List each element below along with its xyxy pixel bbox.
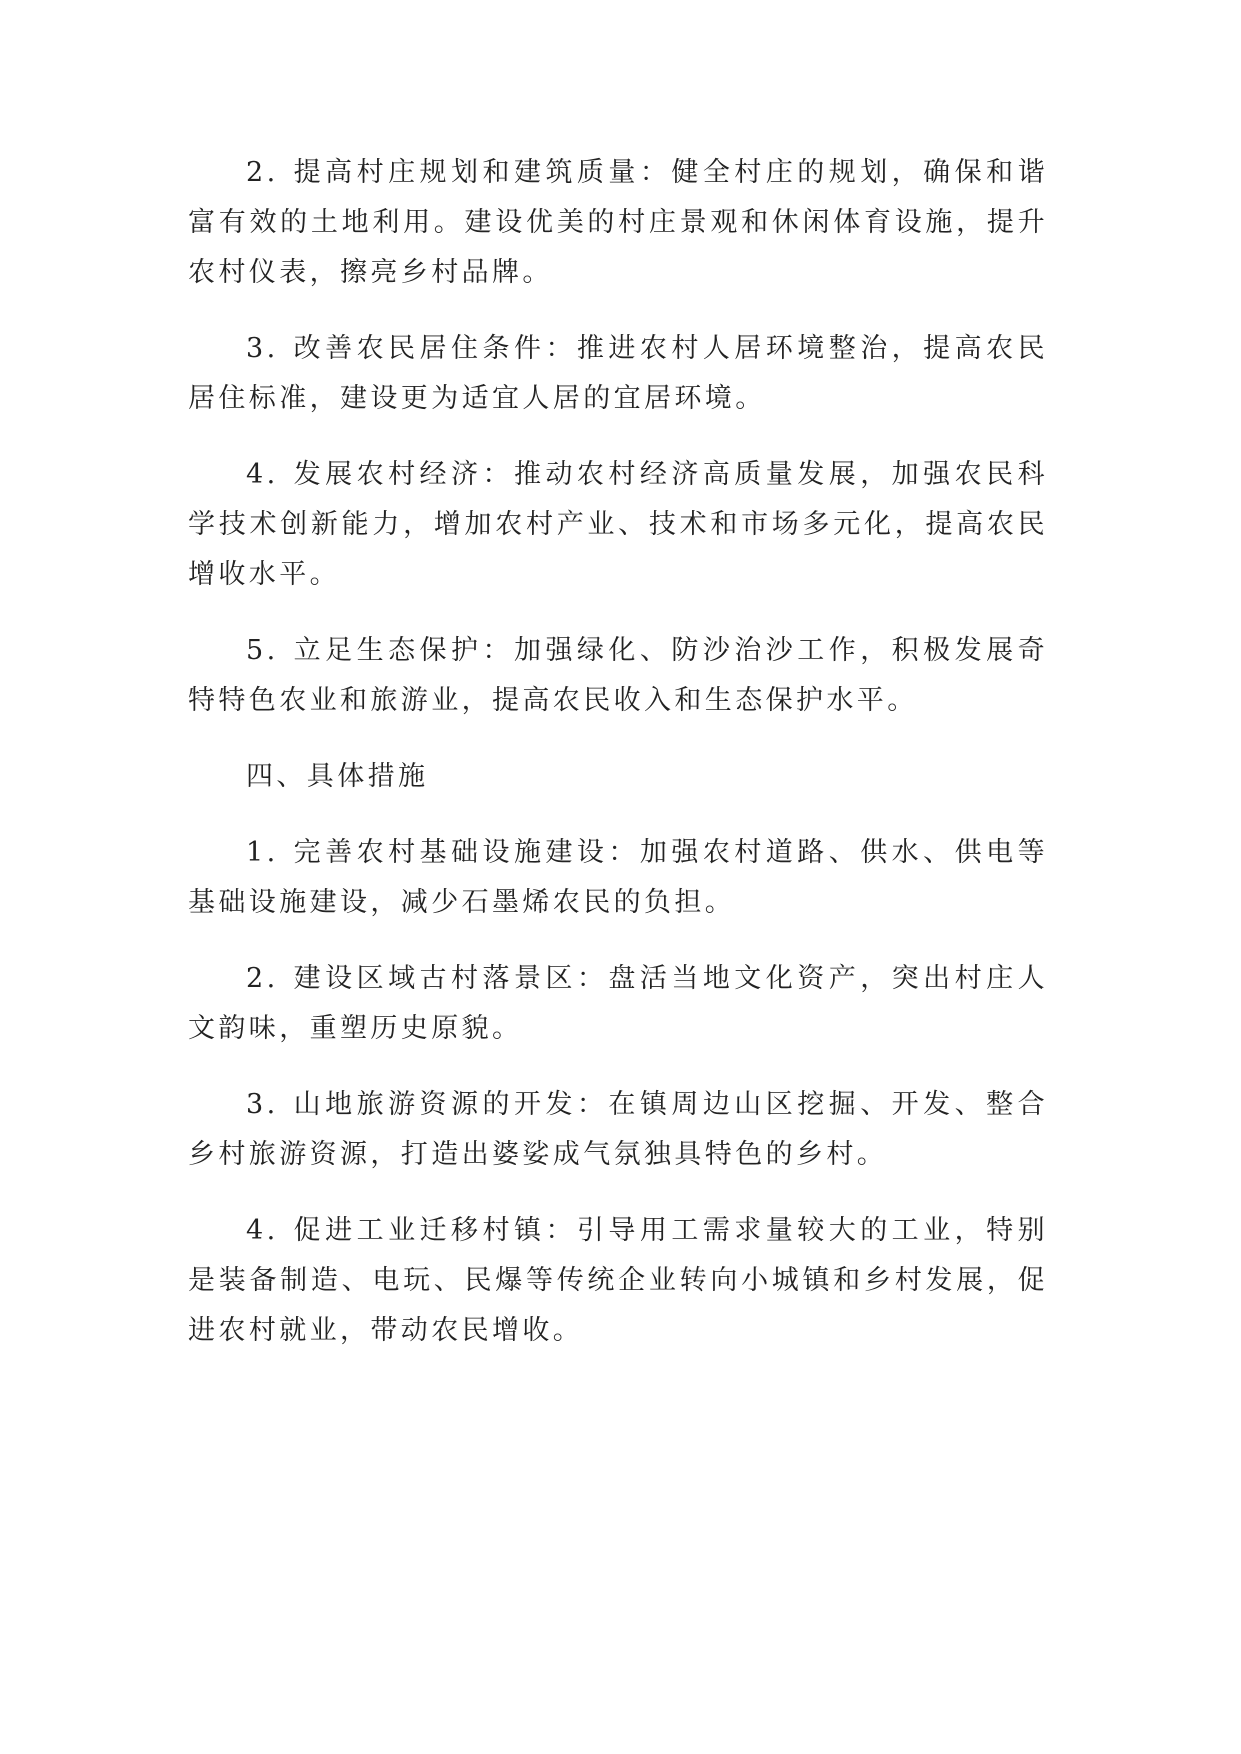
measure-item-2 bbox=[188, 954, 1048, 1054]
measure-item-3 bbox=[188, 1080, 1048, 1180]
paragraph-text: 山地旅游资源的开发：在镇周边山区挖掘、开发、整合乡村旅游资源，打造出婆娑成气氛独具特色的乡村。 bbox=[188, 1089, 1048, 1170]
paragraph-item-4 bbox=[188, 450, 1048, 600]
paragraph-text: 立足生态保护：加强绿化、防沙治沙工作，积极发展奇特特色农业和旅游业，提高农民收入和生态保护水平。 bbox=[188, 635, 1048, 716]
section-heading-text: 四、具体措施 bbox=[246, 761, 429, 792]
item-number: 2. bbox=[246, 157, 279, 188]
paragraph-text: 发展农村经济：推动农村经济高质量发展，加强农民科学技术创新能力，增加农村产业、技术和市场多元化，提高农民增收水平。 bbox=[188, 459, 1048, 590]
document-body bbox=[188, 148, 1048, 1382]
item-number: 4. bbox=[246, 1215, 279, 1246]
paragraph-text: 建设区域古村落景区：盘活当地文化资产，突出村庄人文韵味，重塑历史原貌。 bbox=[188, 963, 1048, 1044]
item-number: 3. bbox=[246, 1089, 279, 1120]
item-number: 4. bbox=[246, 459, 279, 490]
paragraph-item-5 bbox=[188, 626, 1048, 726]
item-number: 1. bbox=[246, 837, 279, 868]
paragraph-item-3 bbox=[188, 324, 1048, 424]
measure-item-1 bbox=[188, 828, 1048, 928]
paragraph-text: 促进工业迁移村镇：引导用工需求量较大的工业，特别是装备制造、电玩、民爆等传统企业转向小城镇和乡村发展，促进农村就业，带动农民增收。 bbox=[188, 1215, 1048, 1346]
item-number: 3. bbox=[246, 333, 279, 364]
measure-item-4 bbox=[188, 1206, 1048, 1356]
item-number: 2. bbox=[246, 963, 279, 994]
paragraph-text: 提高村庄规划和建筑质量：健全村庄的规划，确保和谐富有效的土地利用。建设优美的村庄景观和休闲体育设施，提升农村仪表，擦亮乡村品牌。 bbox=[188, 157, 1048, 288]
paragraph-text: 改善农民居住条件：推进农村人居环境整治，提高农民居住标准，建设更为适宜人居的宜居环境。 bbox=[188, 333, 1048, 414]
paragraph-text: 完善农村基础设施建设：加强农村道路、供水、供电等基础设施建设，减少石墨烯农民的负担。 bbox=[188, 837, 1048, 918]
item-number: 5. bbox=[246, 635, 279, 666]
paragraph-item-2 bbox=[188, 148, 1048, 298]
section-heading bbox=[188, 752, 1048, 802]
